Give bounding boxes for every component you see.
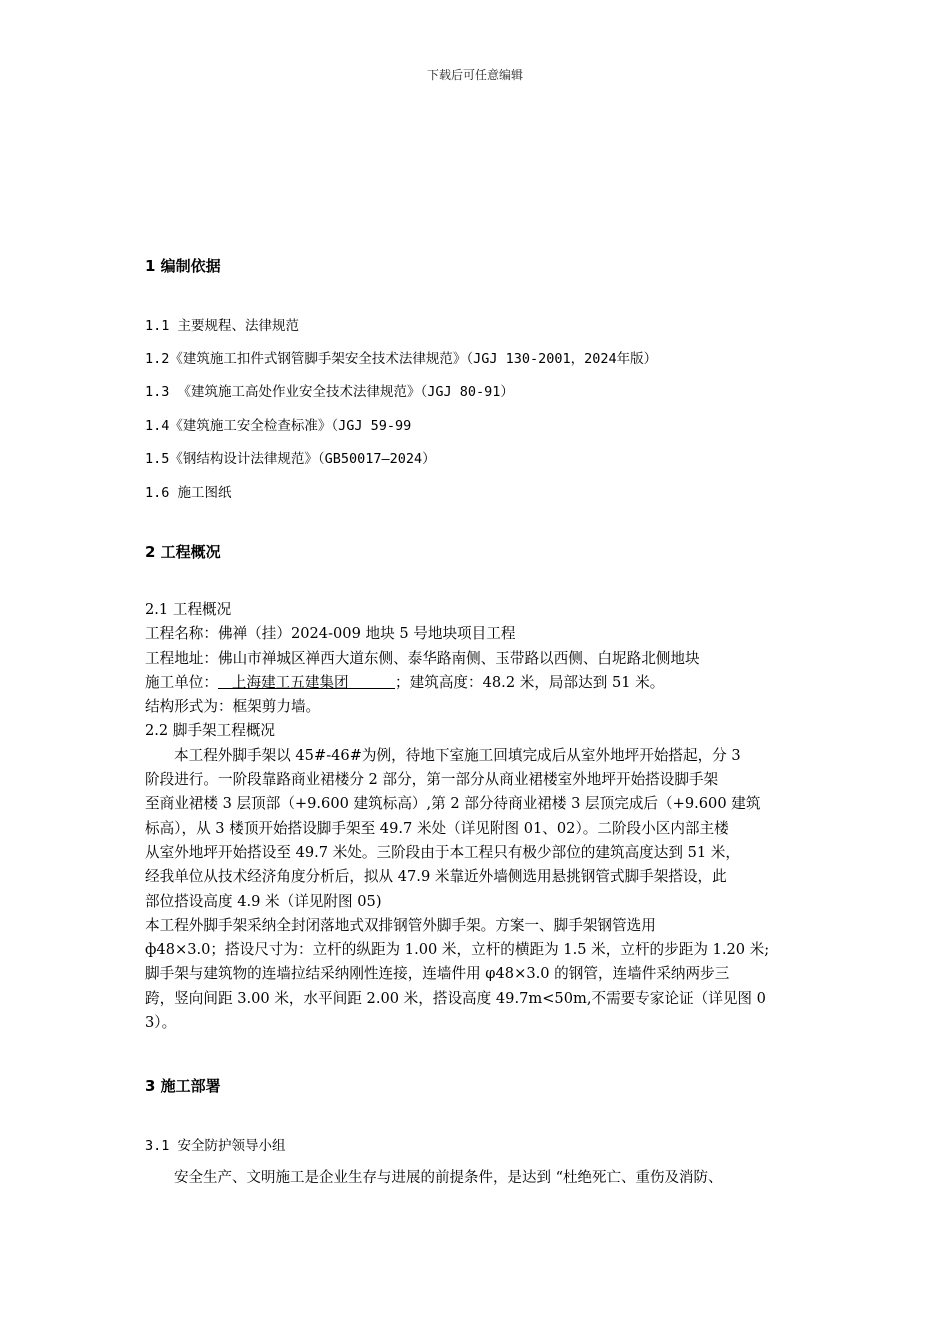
basis-item-2: 1.2《建筑施工扣件式钢管脚手架安全技术法律规范》（JGJ 130-2001，2024年版）	[145, 351, 658, 367]
scaffold-para1-line: 至商业裙楼 3 层顶部（+9.600 建筑标高）,第 2 部分待商业裙楼 3 层顶完成后（+9.600 建筑	[145, 795, 761, 813]
basis-item-1: 1.1 主要规程、法律规范	[145, 318, 300, 334]
scaffold-para2-line: 3）。	[145, 1014, 177, 1032]
contractor-line	[145, 671, 807, 695]
contractor-rest: ；建筑高度：48.2 米，局部达到 51 米。	[395, 673, 665, 691]
project-name: 工程名称：佛禅（挂）2024-009 地块 5 号地块项目工程	[145, 625, 516, 643]
scaffold-para2-line: 跨，竖向间距 3.00 米，水平间距 2.00 米，搭设高度 49.7m<50m,不需要专家论证（详见图 0	[145, 989, 766, 1007]
section-1-title: 1 编制依据	[145, 257, 221, 275]
scaffold-para2-line: 本工程外脚手架采纳全封闭落地式双排钢管外脚手架。方案一、脚手架钢管选用	[145, 916, 656, 934]
scaffold-para1-line: 经我单位从技术经济角度分析后，拟从 47.9 米靠近外墙侧选用悬挑钢管式脚手架搭设，此	[145, 868, 727, 886]
scaffold-para2-line: 脚手架与建筑物的连墙拉结采纳刚性连接，连墙件用 φ48×3.0 的钢管，连墙件采纳两步三	[145, 965, 730, 983]
section-2-title: 2 工程概况	[145, 543, 221, 561]
scaffold-para2-line: ф48×3.0；搭设尺寸为：立杆的纵距为 1.00 米，立杆的横距为 1.5 米，立杆的步距为 1.20 米;	[145, 941, 770, 959]
scaffold-para1-line: 从室外地坪开始搭设至 49.7 米处。三阶段由于本工程只有极少部位的建筑高度达到 51 米，	[145, 843, 740, 861]
basis-item-5: 1.5《钢结构设计法律规范》（GB50017—2024）	[145, 451, 436, 467]
section-2-body	[145, 598, 807, 1035]
subsection-2-1: 2.1 工程概况	[145, 601, 232, 618]
contractor-label: 施工单位：	[145, 673, 218, 691]
scaffold-para1-line: 阶段进行。一阶段靠路商业裙楼分 2 部分，第一部分从商业裙楼室外地坪开始搭设脚手架	[145, 771, 719, 789]
basis-item-3: 1.3 《建筑施工高处作业安全技术法律规范》（JGJ 80-91）	[145, 384, 514, 400]
scaffold-para1-line: 本工程外脚手架以 45#-46#为例，待地下室施工回填完成后从室外地坪开始搭起，分 3	[174, 746, 741, 764]
structure-type: 结构形式为：框架剪力墙。	[145, 698, 321, 716]
section-3-title: 3 施工部署	[145, 1077, 221, 1095]
basis-item-4: 1.4《建筑施工安全检查标准》（JGJ 59-99	[145, 418, 412, 434]
scaffold-para1-line: 部位搭设高度 4.9 米（详见附图 05)	[145, 892, 382, 910]
project-address: 工程地址：佛山市禅城区禅西大道东侧、泰华路南侧、玉带路以西侧、白坭路北侧地块	[145, 649, 700, 667]
subsection-2-2: 2.2 脚手架工程概况	[145, 722, 276, 740]
contractor-value: 上海建工五建集团	[217, 673, 396, 691]
safety-paragraph: 安全生产、文明施工是企业生存与进展的前提条件，是达到 “杜绝死亡、重伤及消防、	[174, 1170, 723, 1186]
subsection-3-1: 3.1 安全防护领导小组	[145, 1138, 286, 1154]
basis-item-6: 1.6 施工图纸	[145, 485, 232, 501]
scaffold-para1-line: 标高），从 3 楼顶开始搭设脚手架至 49.7 米处（详见附图 01、02）。二阶段小区内部主楼	[145, 819, 729, 837]
header-note: 下载后可任意编辑	[426, 68, 523, 82]
